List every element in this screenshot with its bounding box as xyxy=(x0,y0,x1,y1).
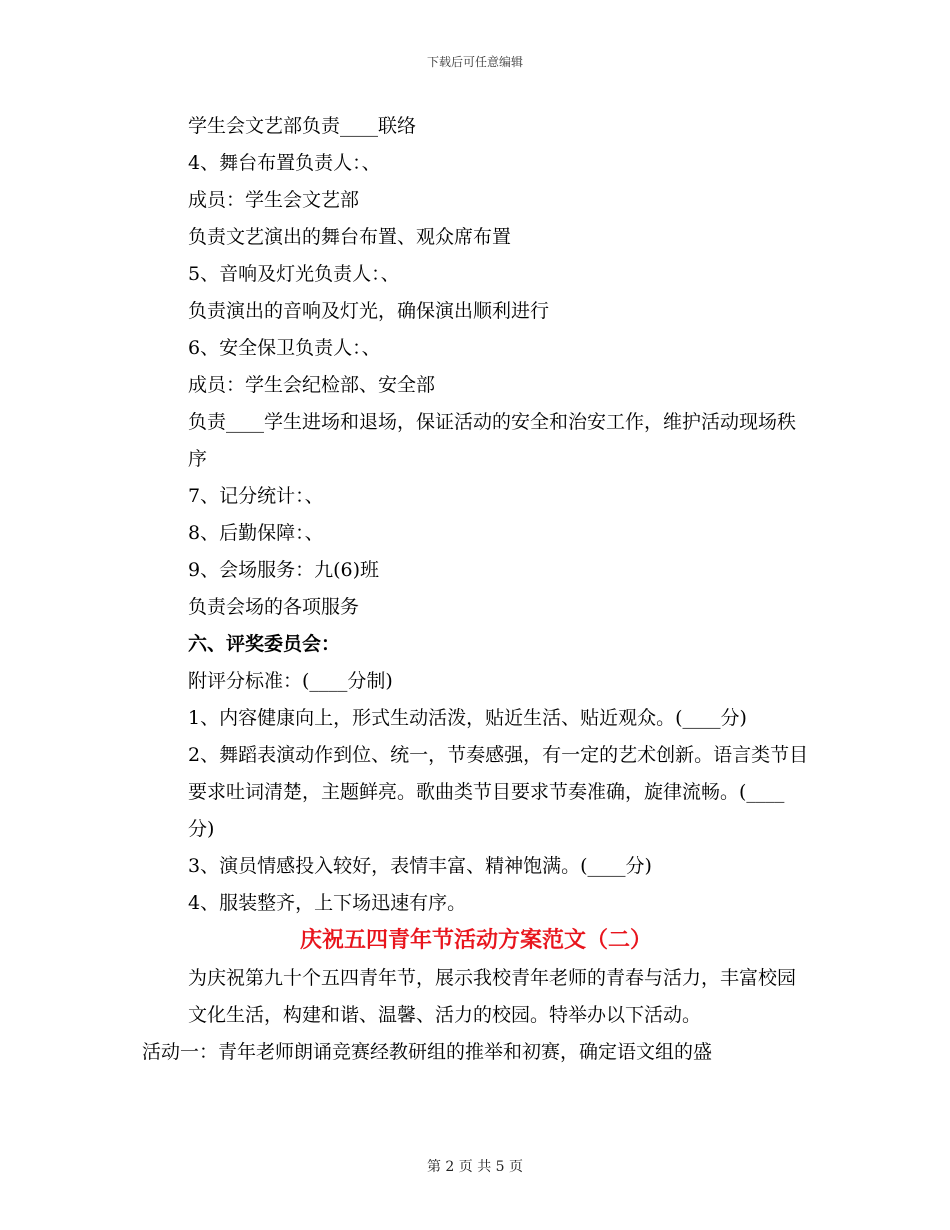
paragraph-line: 8、后勤保障：、 xyxy=(188,522,324,544)
paragraph-line: 1、内容健康向上，形式生动活泼，贴近生活、贴近观众。(____分) xyxy=(188,707,747,729)
paragraph-line: 5、音响及灯光负责人：、 xyxy=(188,263,400,285)
section-title: 庆祝五四青年节活动方案范文（二） xyxy=(299,928,652,953)
paragraph-line: 为庆祝第九十个五四青年节，展示我校青年老师的青春与活力，丰富校园文化生活，构建和谐、温馨、活力的校园。特举办以下活动。 xyxy=(188,967,797,1026)
page-header: 下载后可任意编辑 xyxy=(426,55,523,69)
document-body xyxy=(142,108,810,1071)
paragraph-line: 4、舞台布置负责人：、 xyxy=(188,152,381,174)
paragraph-line: 9、会场服务：九(6)班 xyxy=(188,559,380,581)
paragraph-line: 活动一：青年老师朗诵竞赛经教研组的推举和初赛，确定语文组的盛 xyxy=(142,1041,713,1063)
paragraph-line: 附评分标准：(____分制) xyxy=(188,670,393,692)
section-two-lines xyxy=(142,960,810,1071)
paragraph-line: 负责演出的音响及灯光，确保演出顺利进行 xyxy=(188,300,550,322)
paragraph-line: 负责____学生进场和退场，保证活动的安全和治安工作，维护活动现场秩序 xyxy=(188,411,797,470)
section-one-lines xyxy=(142,108,810,922)
paragraph-line: 成员：学生会纪检部、安全部 xyxy=(188,374,436,396)
paragraph-line: 7、记分统计：、 xyxy=(188,485,324,507)
page-footer: 第 2 页 共 5 页 xyxy=(426,1159,524,1175)
paragraph-line: 六、评奖委员会： xyxy=(188,633,341,655)
paragraph-line: 负责会场的各项服务 xyxy=(188,596,360,618)
paragraph-line: 6、安全保卫负责人：、 xyxy=(188,337,381,359)
paragraph-line: 4、服装整齐，上下场迅速有序。 xyxy=(188,892,467,914)
paragraph-line: 负责文艺演出的舞台布置、观众席布置 xyxy=(188,226,512,248)
paragraph-line: 成员：学生会文艺部 xyxy=(188,189,360,211)
paragraph-line: 2、舞蹈表演动作到位、统一，节奏感强，有一定的艺术创新。语言类节目要求吐词清楚，主题鲜亮。歌曲类节目要求节奏准确，旋律流畅。(____分) xyxy=(188,744,809,840)
paragraph-line: 3、演员情感投入较好，表情丰富、精神饱满。(____分) xyxy=(188,855,652,877)
paragraph-line: 学生会文艺部负责____联络 xyxy=(188,115,417,137)
